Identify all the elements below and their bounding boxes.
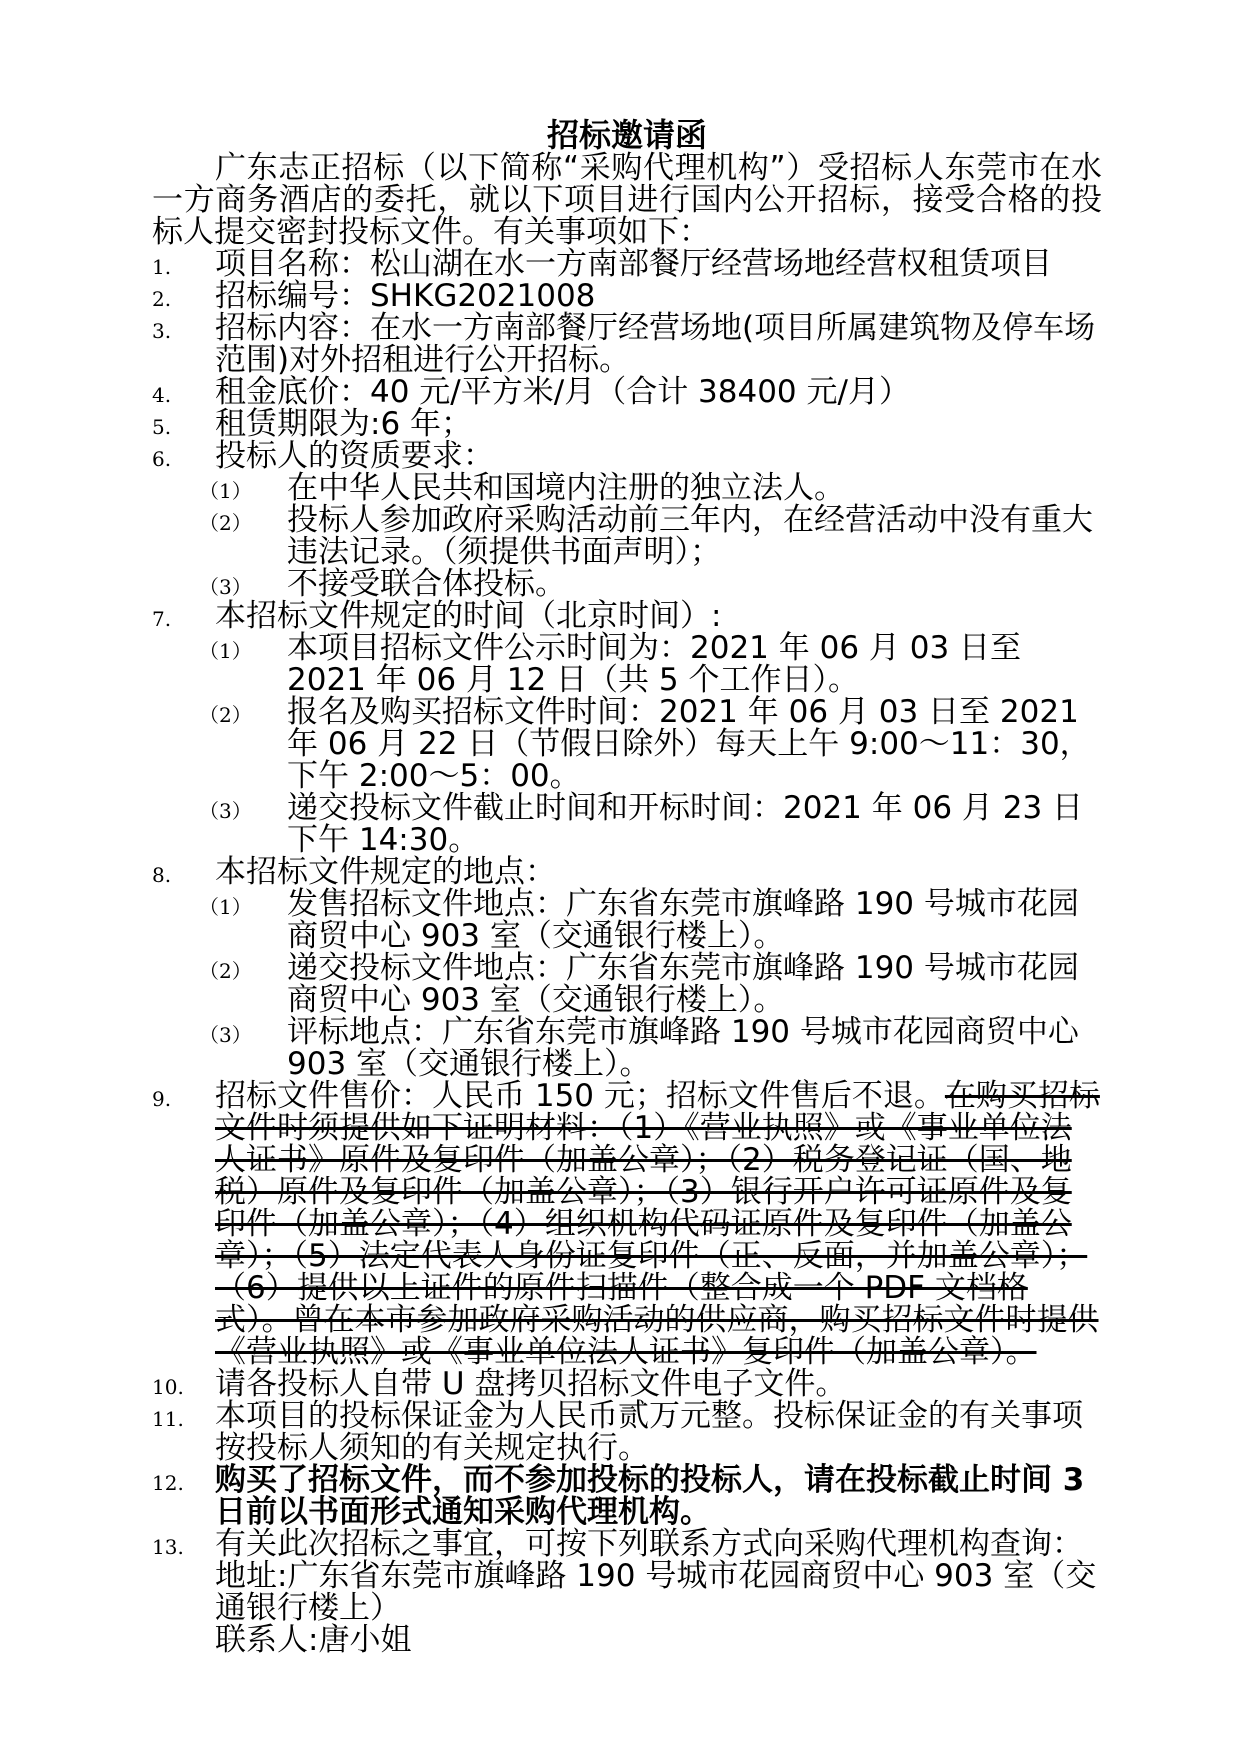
list-item (152, 280, 1102, 312)
intro-paragraph: 广东志正招标（以下简称“采购代理机构”）受招标人东莞市在水一方商务酒店的委托，就以下项目进行国内公开招标，接受合格的投标人提交密封投标文件。有关事项如下： (152, 150, 1102, 250)
sub-item-number: （3） (199, 1023, 252, 1047)
sub-list (199, 470, 1102, 602)
list-item (152, 312, 1102, 376)
sub-item-text: 发售招标文件地点：广东省东莞市旗峰路 190 号城市花园商贸中心 903 室（交通银行楼上）。 (287, 886, 1079, 954)
item-number: 8. (152, 863, 172, 887)
item-text: 招标文件售价：人民币 150 元；招标文件售后不退。 (215, 1078, 945, 1114)
item-text: 租赁期限为:6 年； (215, 406, 473, 442)
item-text: 本招标文件规定的地点： (215, 854, 556, 890)
list-item (152, 1368, 1102, 1400)
sub-item (199, 950, 1102, 1018)
item-text: 本招标文件规定的时间（北京时间）: (215, 598, 722, 634)
item-text: 招标内容：在水一方南部餐厅经营场地(项目所属建筑物及停车场范围)对外招租进行公开招标。 (215, 310, 1096, 378)
list-item (152, 376, 1102, 408)
item-number: 3. (152, 319, 172, 343)
sub-item-text: 不接受联合体投标。 (287, 566, 566, 602)
item-text: 租金底价：40 元/平方米/月（合计 38400 元/月） (215, 374, 910, 410)
item-text: 项目名称：松山湖在水一方南部餐厅经营场地经营权租赁项目 (215, 246, 1052, 282)
document-page (152, 118, 1102, 1656)
item-number: 13. (152, 1535, 184, 1559)
contact-person: 联系人:唐小姐 (215, 1622, 412, 1658)
sub-item (199, 566, 1102, 602)
list-item (152, 1528, 1102, 1560)
item-text: 投标人的资质要求： (215, 438, 494, 474)
item-number: 5. (152, 415, 172, 439)
sub-item-text: 在中华人民共和国境内注册的独立法人。 (287, 470, 845, 506)
item-text: 有关此次招标之事宜，可按下列联系方式向采购代理机构查询： (215, 1526, 1083, 1562)
sub-item-text: 递交投标文件地点：广东省东莞市旗峰路 190 号城市花园商贸中心 903 室（交通银行楼上）。 (287, 950, 1079, 1018)
list-item (152, 440, 1102, 600)
list-item (152, 1400, 1102, 1464)
list-item (152, 856, 1102, 1080)
item-number: 2. (152, 287, 172, 311)
item-text: 本项目的投标保证金为人民币贰万元整。投标保证金的有关事项按投标人须知的有关规定执行。 (215, 1398, 1083, 1466)
list-item (152, 248, 1102, 280)
list-item (152, 1080, 1102, 1368)
sub-item-text: 递交投标文件截止时间和开标时间：2021 年 06 月 23 日 下午 14:30。 (287, 790, 1084, 858)
sub-item-text: 报名及购买招标文件时间：2021 年 06 月 03 日至 2021 年 06 月 22 日（节假日除外）每天上午 9:00～11：30，下午 2:00～5：00。 (287, 694, 1091, 794)
item-text: 请各投标人自带 U 盘拷贝招标文件电子文件。 (215, 1366, 847, 1402)
item-text: 招标编号：SHKG2021008 (215, 278, 596, 314)
sub-item (199, 1014, 1102, 1082)
sub-item-text: 评标地点：广东省东莞市旗峰路 190 号城市花园商贸中心 903 室（交通银行楼上）。 (287, 1014, 1079, 1082)
item-number: 9. (152, 1087, 172, 1111)
item-text-bold: 购买了招标文件，而不参加投标的投标人，请在投标截止时间 3 日前以书面形式通知采购代理机构。 (215, 1462, 1085, 1530)
page-title: 招标邀请函 (546, 116, 707, 154)
struck-text: 在购买招标文件时须提供如下证明材料：（1）《营业执照》或《事业单位法人证书》原件及复印件（加盖公章）；（2）税务登记证（国、地税）原件及复印件（加盖公章）；（3）银行开户许可证原件及复印件（加盖公章）；（4）组织机构代码证原件及复印件（加盖公章）；（5）法定代表人身份证复印件（正、反面，并加盖公章）；（6）提供以上证件的原件扫描件（整合成一个 PDF 文档格式）。曾在本市参加政府采购活动的供应商，购买招标文件时提供《营业执照》或《事业单位法人证书》复印件（加盖公章）。 (215, 1078, 1100, 1370)
sub-item-number: （2） (199, 959, 252, 983)
sub-item (199, 886, 1102, 954)
sub-item-number: （3） (199, 799, 252, 823)
sub-item-number: （1） (199, 479, 252, 503)
sub-item-number: （1） (199, 895, 252, 919)
sub-list (199, 630, 1102, 858)
contact-address: 地址:广东省东莞市旗峰路 190 号城市花园商贸中心 903 室（交通银行楼上） (215, 1558, 1097, 1626)
sub-item-number: （1） (199, 639, 252, 663)
item-number: 4. (152, 383, 172, 407)
item-number: 10. (152, 1375, 184, 1399)
sub-item (199, 694, 1102, 794)
item-number: 6. (152, 447, 172, 471)
sub-item-text: 本项目招标文件公示时间为：2021 年 06 月 03 日至 2021 年 06 月 12 日（共 5 个工作日）。 (287, 630, 1022, 698)
sub-item-number: （2） (199, 703, 252, 727)
item-number: 7. (152, 607, 172, 631)
item-number: 11. (152, 1407, 184, 1431)
sub-item (199, 790, 1102, 858)
item-number: 1. (152, 255, 172, 279)
sub-item-number: （3） (199, 575, 252, 599)
list-item (152, 408, 1102, 440)
item-list (152, 248, 1102, 1560)
item-number: 12. (152, 1471, 184, 1495)
list-item (152, 1464, 1102, 1528)
list-item (152, 600, 1102, 856)
sub-item (199, 630, 1102, 698)
sub-item (199, 470, 1102, 506)
sub-item-number: （2） (199, 511, 252, 535)
sub-item (199, 502, 1102, 570)
sub-list (199, 886, 1102, 1082)
sub-item-text: 投标人参加政府采购活动前三年内，在经营活动中没有重大违法记录。（须提供书面声明）； (287, 502, 1093, 570)
